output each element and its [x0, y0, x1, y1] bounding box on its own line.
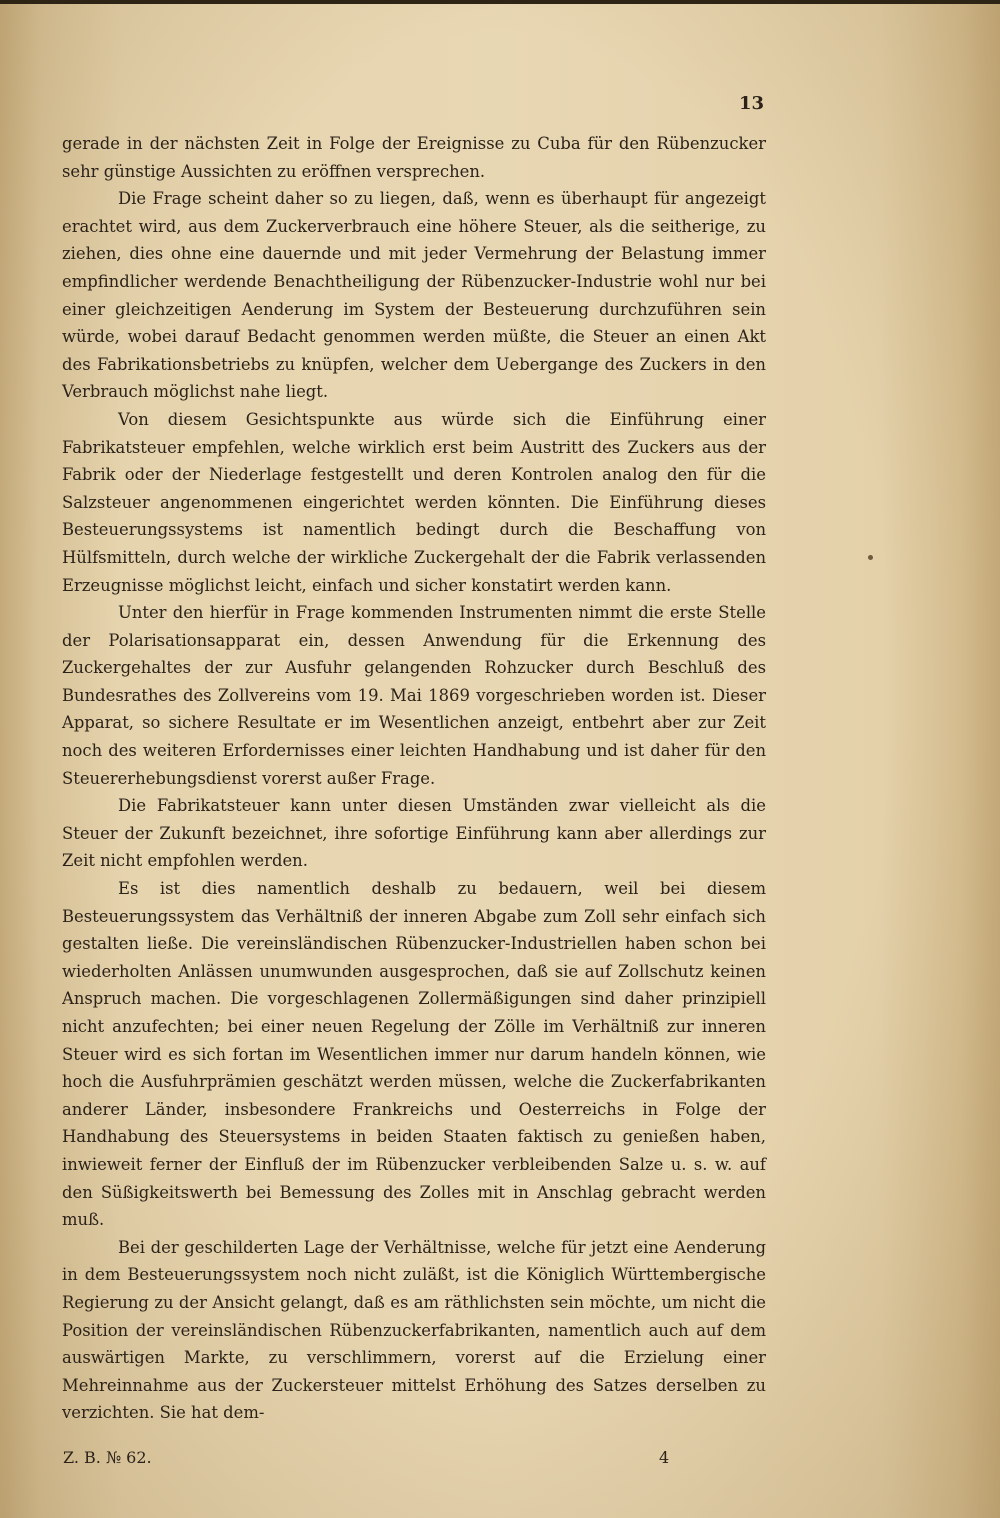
- paragraph-3: Von diesem Gesichtspunkte aus würde sich die Einführung einer Fabrikatsteuer empfehlen, welche wirklich erst beim Austritt des Zuckers aus der Fabrik oder der Niederlage festgestellt und deren Kontrolen analog den für die Salzsteuer angenommenen eingerichtet werden könnten. Die Einführung dieses Besteuerungssystems ist namentlich bedingt durch die Beschaffung von Hülfsmitteln, durch welche der wirkliche Zuckergehalt der die Fabrik verlassenden Erzeugnisse möglichst leicht, einfach und sicher konstatirt werden kann.: [62, 409, 766, 595]
- signature-mark: Z. B. № 62.: [63, 1448, 152, 1467]
- paragraph-1: gerade in der nächsten Zeit in Folge der Ereignisse zu Cuba für den Rübenzucker sehr günstige Aussichten zu eröffnen versprechen.: [62, 134, 766, 181]
- page-top-edge: [0, 0, 1000, 4]
- paragraph-7: Bei der geschilderten Lage der Verhältnisse, welche für jetzt eine Aenderung in dem Besteuerungssystem noch nicht zuläßt, ist die Königlich Württembergische Regierung zu der Ansicht gelangt, daß es am räthlichsten sein möchte, um nicht die Position der vereinsländischen Rübenzuckerfabrikanten, namentlich auch auf dem auswärtigen Markte, zu verschlimmern, vorerst auf die Erzielung einer Mehreinnahme aus der Zuckersteuer mittelst Erhöhung des Satzes derselben zu verzichten. Sie hat dem-: [62, 1237, 766, 1423]
- ink-spot: [868, 555, 873, 560]
- body-text: [62, 130, 766, 1427]
- sheet-number: 4: [659, 1448, 670, 1467]
- page-number: 13: [738, 93, 764, 114]
- paragraph-6: Es ist dies namentlich deshalb zu bedauern, weil bei diesem Besteuerungssystem das Verhältniß der inneren Abgabe zum Zoll sehr einfach sich gestalten ließe. Die vereinsländischen Rübenzucker-Industriellen haben schon bei wiederholten Anlässen unumwunden ausgesprochen, daß sie auf Zollschutz keinen Anspruch machen. Die vorgeschlagenen Zollermäßigungen sind daher prinzipiell nicht anzufechten; bei einer neuen Regelung der Zölle im Verhältniß zur inneren Steuer wird es sich fortan im Wesentlichen immer nur darum handeln können, wie hoch die Ausfuhrprämien geschätzt werden müssen, welche die Zuckerfabrikanten anderer Länder, insbesondere Frankreichs und Oesterreichs in Folge der Handhabung des Steuersystems in beiden Staaten faktisch zu genießen haben, inwieweit ferner der Einfluß der im Rübenzucker verbleibenden Salze u. s. w. auf den Süßigkeitswerth bei Bemessung des Zolles mit in Anschlag gebracht werden muß.: [62, 879, 766, 1230]
- paragraph-2: Die Frage scheint daher so zu liegen, daß, wenn es überhaupt für angezeigt erachtet wird, aus dem Zuckerverbrauch eine höhere Steuer, als die seitherige, zu ziehen, dies ohne eine dauernde und mit jeder Vermehrung der Belastung immer empfindlicher werdende Benachtheiligung der Rübenzucker-Industrie wohl nur bei einer gleichzeitigen Aenderung im System der Besteuerung durchzuführen sein würde, wobei darauf Bedacht genommen werden müßte, die Steuer an einen Akt des Fabrikationsbetriebs zu knüpfen, welcher dem Uebergange des Zuckers in den Verbrauch möglichst nahe liegt.: [62, 189, 766, 402]
- paragraph-4: Unter den hierfür in Frage kommenden Instrumenten nimmt die erste Stelle der Polarisationsapparat ein, dessen Anwendung für die Erkennung des Zuckergehaltes der zur Ausfuhr gelangenden Rohzucker durch Beschluß des Bundesrathes des Zollvereins vom 19. Mai 1869 vorgeschrieben worden ist. Dieser Apparat, so sichere Resultate er im Wesentlichen anzeigt, entbehrt aber zur Zeit noch des weiteren Erfordernisses einer leichten Handhabung und ist daher für den Steuererhebungsdienst vorerst außer Frage.: [62, 603, 766, 788]
- paragraph-5: Die Fabrikatsteuer kann unter diesen Umständen zwar vielleicht als die Steuer der Zukunft bezeichnet, ihre sofortige Einführung kann aber allerdings zur Zeit nicht empfohlen werden.: [62, 796, 766, 871]
